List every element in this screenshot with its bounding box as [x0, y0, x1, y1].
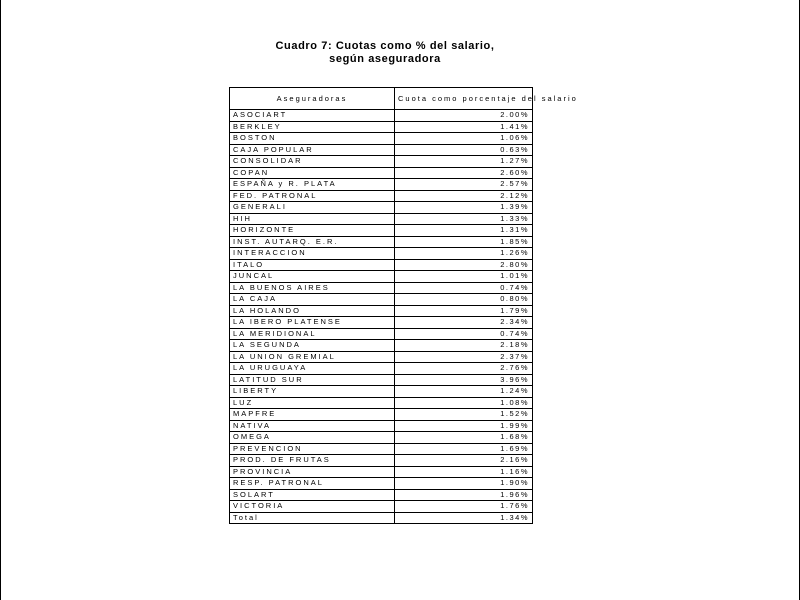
- quota-value-cell: 1.08%: [395, 397, 533, 409]
- quota-value-cell: 2.76%: [395, 363, 533, 375]
- insurer-name-cell: LA UNION GREMIAL: [230, 351, 395, 363]
- insurer-name-cell: LIBERTY: [230, 386, 395, 398]
- quota-value-cell: 1.27%: [395, 156, 533, 168]
- insurer-name-cell: JUNCAL: [230, 271, 395, 283]
- quota-value-cell: 2.57%: [395, 179, 533, 191]
- quota-value-cell: 2.16%: [395, 455, 533, 467]
- insurer-name-cell: LA IBERO PLATENSE: [230, 317, 395, 329]
- table-row: [230, 432, 533, 444]
- table-row: [230, 294, 533, 306]
- quota-value-cell: 2.37%: [395, 351, 533, 363]
- table-row: [230, 156, 533, 168]
- table-row: [230, 144, 533, 156]
- insurer-name-cell: NATIVA: [230, 420, 395, 432]
- quota-value-cell: 1.85%: [395, 236, 533, 248]
- insurer-name-cell: MAPFRE: [230, 409, 395, 421]
- insurer-name-cell: ITALO: [230, 259, 395, 271]
- quota-value-cell: 0.80%: [395, 294, 533, 306]
- quota-value-cell: 1.68%: [395, 432, 533, 444]
- table-row: [230, 409, 533, 421]
- quota-value-cell: 2.18%: [395, 340, 533, 352]
- quota-value-cell: 0.63%: [395, 144, 533, 156]
- insurer-name-cell: ASOCIART: [230, 110, 395, 122]
- table-row: [230, 305, 533, 317]
- table-row: [230, 225, 533, 237]
- quota-value-cell: 1.76%: [395, 501, 533, 513]
- table-row: [230, 455, 533, 467]
- insurer-name-cell: LA MERIDIONAL: [230, 328, 395, 340]
- quota-value-cell: 1.99%: [395, 420, 533, 432]
- insurer-name-cell: LA BUENOS AIRES: [230, 282, 395, 294]
- insurer-name-cell: VICTORIA: [230, 501, 395, 513]
- table-row: [230, 420, 533, 432]
- table-row: [230, 443, 533, 455]
- quota-value-cell: 2.80%: [395, 259, 533, 271]
- insurer-name-cell: CONSOLIDAR: [230, 156, 395, 168]
- insurer-name-cell: RESP. PATRONAL: [230, 478, 395, 490]
- quota-value-cell: 1.69%: [395, 443, 533, 455]
- table-row: [230, 397, 533, 409]
- table-row: [230, 271, 533, 283]
- quota-value-cell: 2.12%: [395, 190, 533, 202]
- table-row: [230, 133, 533, 145]
- insurer-name-cell: GENERALI: [230, 202, 395, 214]
- header-insurer: Aseguradoras: [230, 88, 395, 110]
- table-row: [230, 328, 533, 340]
- insurer-name-cell: LA CAJA: [230, 294, 395, 306]
- quota-value-cell: 1.39%: [395, 202, 533, 214]
- total-row: [230, 512, 533, 524]
- quota-value-cell: 1.96%: [395, 489, 533, 501]
- table-row: [230, 121, 533, 133]
- insurer-name-cell: PROVINCIA: [230, 466, 395, 478]
- quota-value-cell: 2.60%: [395, 167, 533, 179]
- table-row: [230, 213, 533, 225]
- table-body: [230, 110, 533, 524]
- header-quota: Cuota como porcentaje del salario: [395, 88, 533, 110]
- quota-value-cell: 1.26%: [395, 248, 533, 260]
- insurer-name-cell: LATITUD SUR: [230, 374, 395, 386]
- insurer-name-cell: LA HOLANDO: [230, 305, 395, 317]
- quota-value-cell: 1.31%: [395, 225, 533, 237]
- insurer-name-cell: BERKLEY: [230, 121, 395, 133]
- quota-value-cell: 1.01%: [395, 271, 533, 283]
- table-row: [230, 190, 533, 202]
- table-row: [230, 489, 533, 501]
- insurer-name-cell: LA SEGUNDA: [230, 340, 395, 352]
- table-row: [230, 167, 533, 179]
- insurer-name-cell: Total: [230, 512, 395, 524]
- quota-value-cell: 0.74%: [395, 328, 533, 340]
- title-line-2: según aseguradora: [329, 53, 441, 65]
- quota-value-cell: 0.74%: [395, 282, 533, 294]
- insurer-name-cell: INST. AUTARQ. E.R.: [230, 236, 395, 248]
- table-title: [230, 40, 540, 66]
- table-row: [230, 363, 533, 375]
- quota-value-cell: 1.24%: [395, 386, 533, 398]
- table-row: [230, 248, 533, 260]
- insurer-name-cell: LA URUGUAYA: [230, 363, 395, 375]
- quota-value-cell: 3.96%: [395, 374, 533, 386]
- table-row: [230, 110, 533, 122]
- insurer-name-cell: PREVENCION: [230, 443, 395, 455]
- quota-value-cell: 1.41%: [395, 121, 533, 133]
- quota-table: [229, 87, 578, 524]
- quota-value-cell: 1.06%: [395, 133, 533, 145]
- insurer-name-cell: CAJA POPULAR: [230, 144, 395, 156]
- table-row: [230, 374, 533, 386]
- insurer-name-cell: SOLART: [230, 489, 395, 501]
- table-row: [230, 202, 533, 214]
- table-row: [230, 259, 533, 271]
- header-row: [230, 88, 533, 110]
- insurer-name-cell: BOSTON: [230, 133, 395, 145]
- quota-value-cell: 2.00%: [395, 110, 533, 122]
- insurer-name-cell: HIH: [230, 213, 395, 225]
- table-row: [230, 466, 533, 478]
- insurer-name-cell: COPAN: [230, 167, 395, 179]
- insurer-name-cell: FED. PATRONAL: [230, 190, 395, 202]
- table-row: [230, 282, 533, 294]
- insurer-name-cell: OMEGA: [230, 432, 395, 444]
- quota-value-cell: 1.90%: [395, 478, 533, 490]
- quota-value-cell: 1.16%: [395, 466, 533, 478]
- quota-value-cell: 2.34%: [395, 317, 533, 329]
- quota-value-cell: 1.34%: [395, 512, 533, 524]
- quota-value-cell: 1.79%: [395, 305, 533, 317]
- table-row: [230, 351, 533, 363]
- table-row: [230, 236, 533, 248]
- insurer-name-cell: LUZ: [230, 397, 395, 409]
- table-row: [230, 501, 533, 513]
- insurer-name-cell: INTERACCION: [230, 248, 395, 260]
- insurer-name-cell: PROD. DE FRUTAS: [230, 455, 395, 467]
- quota-value-cell: 1.33%: [395, 213, 533, 225]
- table-row: [230, 340, 533, 352]
- insurer-name-cell: ESPAÑA y R. PLATA: [230, 179, 395, 191]
- table-row: [230, 386, 533, 398]
- title-line-1: Cuadro 7: Cuotas como % del salario,: [275, 40, 495, 52]
- table-row: [230, 478, 533, 490]
- quota-value-cell: 1.52%: [395, 409, 533, 421]
- table-row: [230, 317, 533, 329]
- insurer-name-cell: HORIZONTE: [230, 225, 395, 237]
- table-row: [230, 179, 533, 191]
